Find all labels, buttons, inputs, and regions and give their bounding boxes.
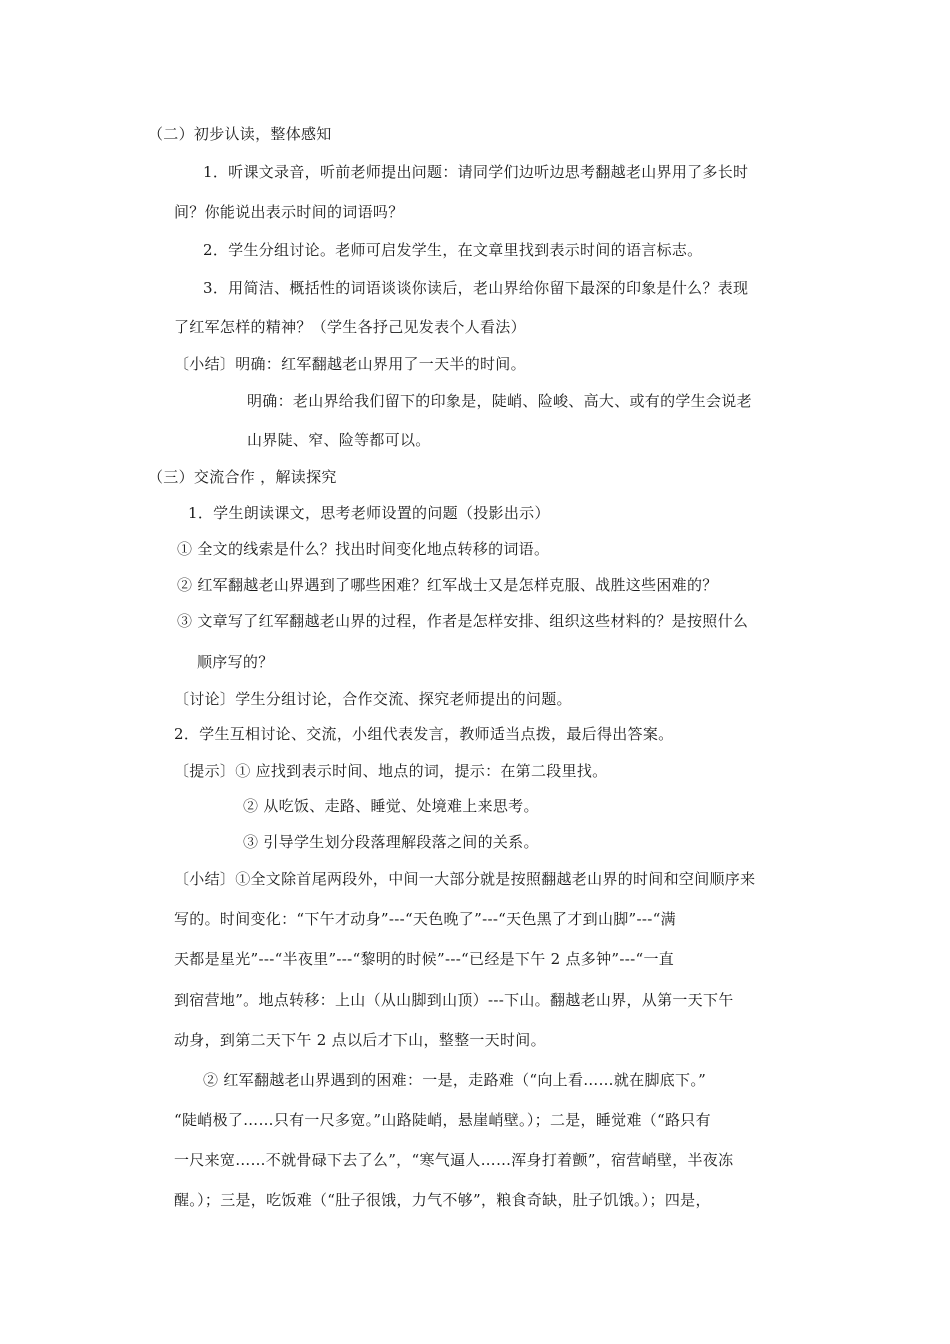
s3-hint3: ③ 引导学生划分段落理解段落之间的关系。 bbox=[243, 833, 539, 851]
s3-paragraph2-line2: “陡峭极了……只有一尺多宽。”山路陡峭，悬崖峭壁。）；二是，睡觉难（“路只有 bbox=[174, 1111, 711, 1129]
s2-summary: 〔小结〕明确：红军翻越老山界用了一天半的时间。 bbox=[174, 355, 526, 373]
s2-item2: 2．学生分组讨论。老师可启发学生，在文章里找到表示时间的语言标志。 bbox=[203, 241, 703, 259]
s3-summary-line1: 〔小结〕①全文除首尾两段外，中间一大部分就是按照翻越老山界的时间和空间顺序来 bbox=[174, 870, 756, 888]
s3-question3-line1: ③ 文章写了红军翻越老山界的过程，作者是怎样安排、组织这些材料的？是按照什么 bbox=[177, 612, 749, 630]
s2-item1-line2: 间？你能说出表示时间的词语吗？ bbox=[174, 203, 404, 221]
s3-question3-line2: 顺序写的？ bbox=[197, 653, 274, 671]
s3-hint1: 〔提示〕① 应找到表示时间、地点的词，提示：在第二段里找。 bbox=[174, 762, 608, 780]
section-two-heading: （二）初步认读，整体感知 bbox=[148, 125, 332, 143]
s3-summary-line5: 动身，到第二天下午 2 点以后才下山，整整一天时间。 bbox=[174, 1031, 546, 1049]
s3-item2: 2．学生互相讨论、交流，小组代表发言，教师适当点拨，最后得出答案。 bbox=[174, 725, 674, 743]
s3-hint2: ② 从吃饭、走路、睡觉、处境难上来思考。 bbox=[243, 797, 539, 815]
s3-item1: 1．学生朗读课文，思考老师设置的问题（投影出示） bbox=[188, 504, 550, 522]
s3-paragraph2-line4: 醒。）；三是，吃饭难（“肚子很饿，力气不够”，粮食奇缺，肚子饥饿。）；四是， bbox=[174, 1191, 711, 1209]
s3-question1: ① 全文的线索是什么？找出时间变化地点转移的词语。 bbox=[177, 540, 550, 558]
s3-question2: ② 红军翻越老山界遇到了哪些困难？红军战士又是怎样克服、战胜这些困难的？ bbox=[177, 576, 718, 594]
s3-paragraph2-line3: 一尺来宽……不就骨碌下去了么”，“寒气逼人……浑身打着颤”，宿营峭壁，半夜冻 bbox=[174, 1151, 734, 1169]
s2-clarify-line2: 山界陡、窄、险等都可以。 bbox=[247, 431, 431, 449]
s2-item1-line1: 1．听课文录音，听前老师提出问题：请同学们边听边思考翻越老山界用了多长时 bbox=[203, 163, 749, 181]
s3-paragraph2-line1: ② 红军翻越老山界遇到的困难：一是，走路难（“向上看……就在脚底下。” bbox=[203, 1071, 707, 1089]
s3-summary-line4: 到宿营地”。地点转移：上山（从山脚到山顶）---下山。翻越老山界，从第一天下午 bbox=[174, 991, 734, 1009]
s2-clarify-line1: 明确：老山界给我们留下的印象是，陡峭、险峻、高大、或有的学生会说老 bbox=[247, 392, 752, 410]
s3-discussion: 〔讨论〕学生分组讨论，合作交流、探究老师提出的问题。 bbox=[174, 690, 572, 708]
s2-item3-line1: 3．用简洁、概括性的词语谈谈你读后，老山界给你留下最深的印象是什么？表现 bbox=[203, 279, 749, 297]
s2-item3-line2: 了红军怎样的精神？（学生各抒己见发表个人看法） bbox=[174, 318, 526, 336]
s3-summary-line2: 写的。时间变化：“下午才动身”---“天色晚了”---“天色黑了才到山脚”---“满 bbox=[174, 910, 676, 928]
s3-summary-line3: 天都是星光”---“半夜里”---“黎明的时候”---“已经是下午 2 点多钟”---“一直 bbox=[174, 950, 675, 968]
section-three-heading: （三）交流合作 ，解读探究 bbox=[148, 468, 337, 486]
